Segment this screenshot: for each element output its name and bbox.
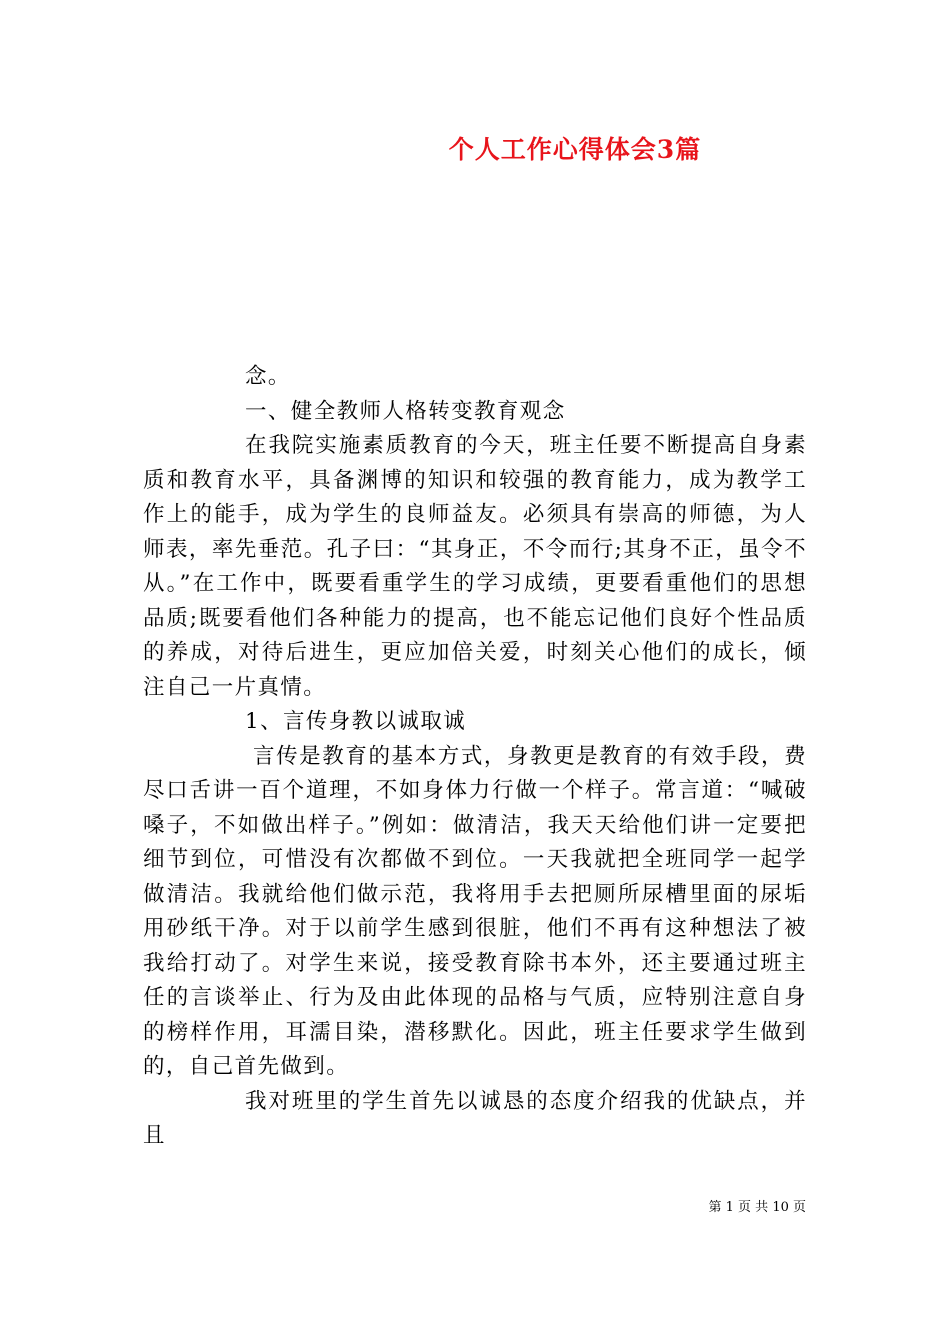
paragraph: 我对班里的学生首先以诚恳的态度介绍我的优缺点，并且 (143, 1088, 807, 1148)
paragraph: 念。 (245, 364, 291, 389)
paragraph: 言传是教育的基本方式，身教更是教育的有效手段，费尽口舌讲一百个道理，不如身体力行做一个样子。常言道：“喊破嗓子，不如做出样子。”例如：做清洁，我天天给他们讲一定要把细节到位，可惜没有次都做不到位。一天我就把全班同学一起学做清洁。我就给他们做示范，我将用手去把厕所尿槽里面的尿垢用砂纸干净。对于以前学生感到很脏，他们不再有这种想法了被我给打动了。对学生来说，接受教育除书本外，还主要通过班主任的言谈举止、行为及由此体现的品格与气质，应特别注意自身的榜样作用，耳濡目染，潜移默化。因此，班主任要求学生做到的，自己首先做到。 (143, 743, 807, 1079)
subsection-heading: 1、言传身教以诚取诚 (245, 709, 467, 734)
page-number: 第 1 页 共 10 页 (708, 1200, 806, 1215)
document-body (143, 360, 807, 1154)
document-title: 个人工作心得体会3篇 (448, 135, 702, 164)
section-heading: 一、健全教师人格转变教育观念 (245, 398, 566, 424)
paragraph: 在我院实施素质教育的今天，班主任要不断提高自身素质和教育水平，具备渊博的知识和较强的教育能力，成为教学工作上的能手，成为学生的良师益友。必须具有崇高的师德，为人师表，率先垂范。孔子曰：“其身正，不令而行;其身不正，虽令不从。”在工作中，既要看重学生的学习成绩，更要看重他们的思想品质;既要看他们各种能力的提高，也不能忘记他们良好个性品质的养成，对待后进生，更应加倍关爱，时刻关心他们的成长，倾注自己一片真情。 (143, 433, 807, 700)
